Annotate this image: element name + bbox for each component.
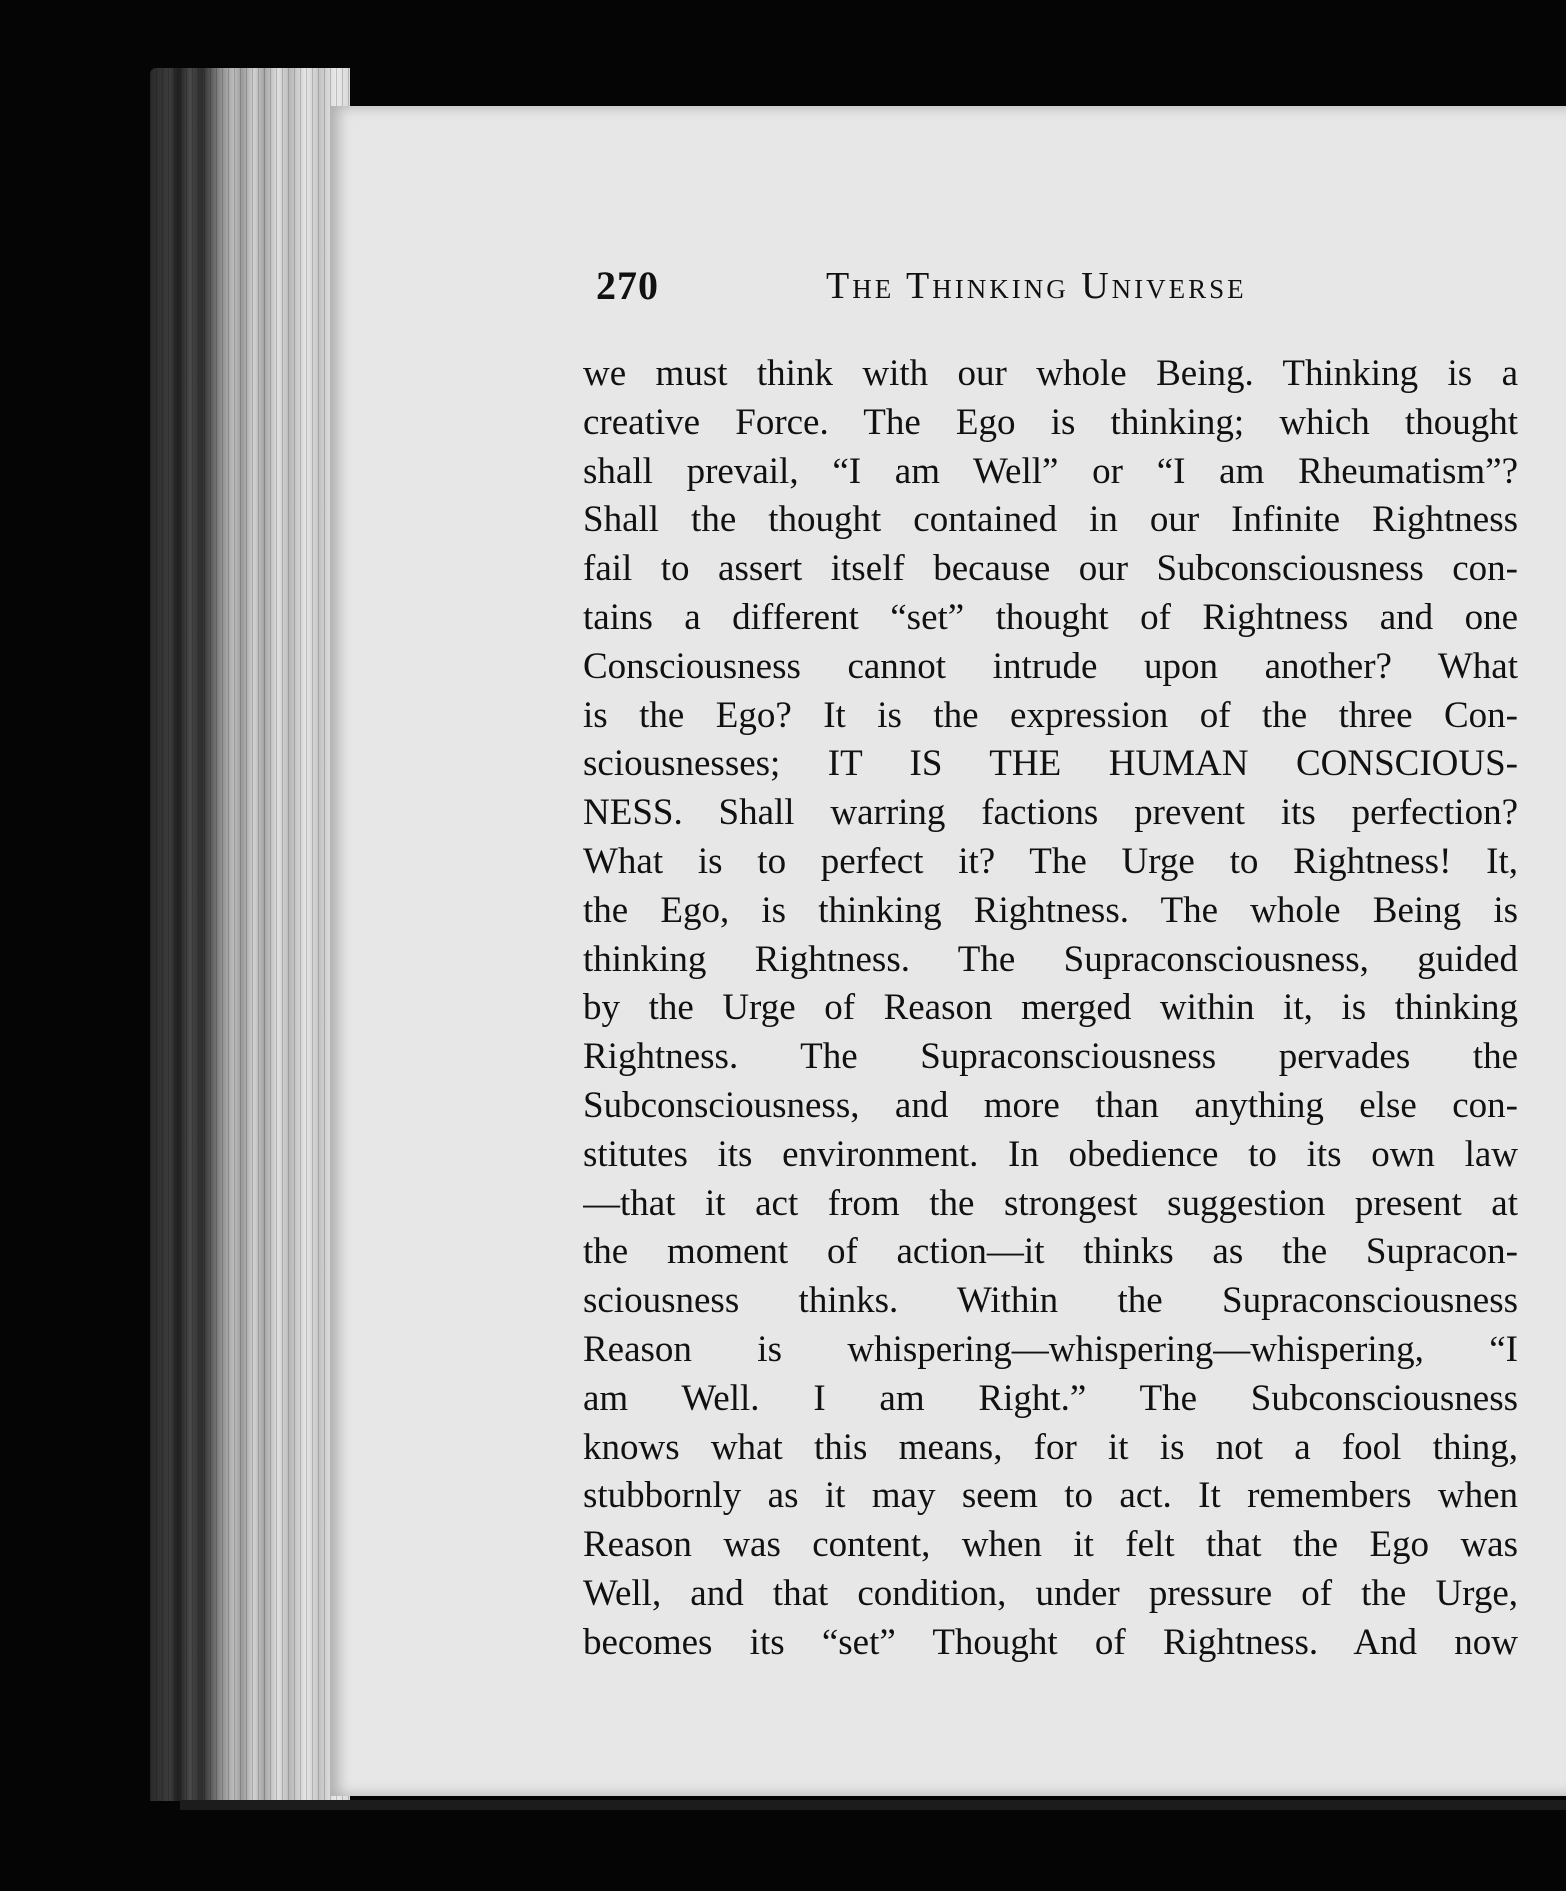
text-line: creative Force. The Ego is thinking; which thought	[583, 401, 1518, 443]
text-line: the Ego, is thinking Rightness. The whole Being is	[583, 889, 1518, 931]
text-line: shall prevail, “I am Well” or “I am Rheumatism”?	[583, 450, 1518, 492]
text-line: Well, and that condition, under pressure of the Urge,	[583, 1572, 1518, 1614]
text-line: What is to perfect it? The Urge to Rightness! It,	[583, 840, 1518, 882]
text-line: —that it act from the strongest suggestion present at	[583, 1182, 1518, 1224]
page-number: 270	[596, 263, 659, 308]
text-line: we must think with our whole Being. Thinking is a	[583, 353, 1518, 394]
text-line: becomes its “set” Thought of Rightness. And now	[583, 1621, 1518, 1663]
text-line: the moment of action—it thinks as the Supracon-	[583, 1231, 1518, 1273]
text-line: by the Urge of Reason merged within it, is thinking	[583, 987, 1518, 1029]
text-line: NESS. Shall warring factions prevent its perfection?	[583, 792, 1518, 834]
body-text	[583, 350, 1518, 1668]
text-line: knows what this means, for it is not a fool thing,	[583, 1426, 1518, 1468]
book-page-edges	[150, 68, 350, 1801]
text-line: Reason was content, when it felt that the Ego was	[583, 1524, 1518, 1566]
book-bottom-edge	[180, 1800, 1566, 1810]
page-header	[596, 262, 1526, 312]
text-line: Reason is whispering—whispering—whispering, “I	[583, 1328, 1518, 1370]
text-line: stubbornly as it may seem to act. It remembers when	[583, 1475, 1518, 1517]
text-line: Rightness. The Supraconsciousness pervades the	[583, 1036, 1518, 1078]
text-line: Shall the thought contained in our Infinite Rightness	[583, 499, 1518, 541]
text-line: is the Ego? It is the expression of the three Con-	[583, 694, 1518, 736]
text-line: Subconsciousness, and more than anything else con-	[583, 1084, 1518, 1126]
text-line: thinking Rightness. The Supraconsciousness, guided	[583, 938, 1518, 980]
text-line: am Well. I am Right.” The Subconsciousness	[583, 1377, 1518, 1419]
text-line: stitutes its environment. In obedience to its own law	[583, 1133, 1518, 1175]
text-line: sciousnesses; IT IS THE HUMAN CONSCIOUS-	[583, 743, 1518, 785]
running-title: The Thinking Universe	[826, 265, 1247, 307]
text-line: Consciousness cannot intrude upon another? What	[583, 645, 1518, 687]
text-line: fail to assert itself because our Subconsciousness con-	[583, 548, 1518, 590]
text-line: sciousness thinks. Within the Supraconsciousness	[583, 1280, 1518, 1322]
text-line: tains a different “set” thought of Rightness and one	[583, 596, 1518, 638]
